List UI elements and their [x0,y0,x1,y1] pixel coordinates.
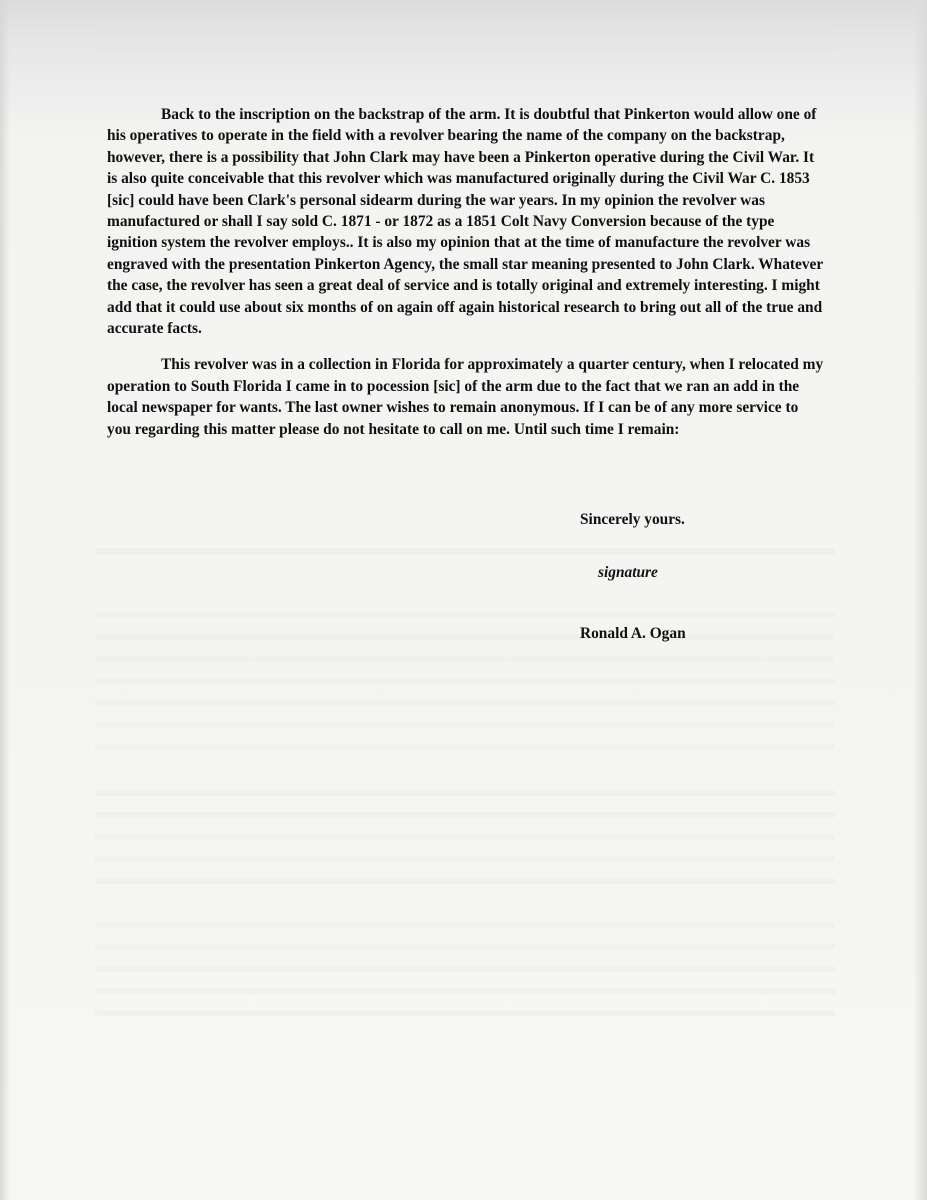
signer-name: Ronald A. Ogan [580,625,686,642]
bleed-through-line [95,790,835,796]
bleed-through-line [95,812,835,818]
bleed-through-line [95,988,835,994]
bleed-through-line [95,966,835,972]
bleed-through-line [95,24,835,30]
bleed-through-line [95,700,835,706]
letter-paragraph-2: This revolver was in a collection in Florida for approximately a quarter century, when I relocated my operation to South Florida I came in to pocession [sic] of the arm due to the fact that we ran an add in the local newspaper for wants. The last owner wishes to remain anonymous. If I can be of any more service to you regarding this matter please do not hesitate to call on me. Until such time I remain: [107,356,824,438]
bleed-through-line [95,612,835,618]
bleed-through-line [95,834,835,840]
bleed-through-line [95,922,835,928]
bleed-through-line [95,878,835,884]
bleed-through-line [95,944,835,950]
bleed-through-line [95,678,835,684]
bleed-through-line [95,1010,835,1016]
letter-paragraph-1: Back to the inscription on the backstrap of the arm. It is doubtful that Pinkerton would allow one of his operatives to operate in the field with a revolver bearing the name of the company on the backstrap, however, there is a possibility that John Clark may have been a Pinkerton operative during the Civil War. It is also quite conceivable that this revolver which was manufactured originally during the Civil War C. 1853 [sic] could have been Clark's personal sidearm during the war years. In my opinion the revolver was manufactured or shall I say sold C. 1871 - or 1872 as a 1851 Colt Navy Conversion because of the type ignition system the revolver employs.. It is also my opinion that at the time of manufacture the revolver was engraved with the presentation Pinkerton Agency, the small star meaning presented to John Clark. Whatever the case, the revolver has seen a great deal of service and is totally original and extremely interesting. I might add that it could use about six months of on again off again historical research to bring out all of the true and accurate facts. [107,106,823,338]
scan-edge-left [0,0,10,1200]
bleed-through-line [95,744,835,750]
bleed-through-line [95,856,835,862]
bleed-through-line [95,634,835,640]
letter-body [107,104,825,455]
bleed-through-line [95,46,835,52]
bleed-through-line [95,656,835,662]
signature-placeholder: signature [598,564,658,581]
bleed-through-line [95,722,835,728]
letter-closing: Sincerely yours. [580,511,685,528]
scan-edge-right [913,0,927,1200]
bleed-through-line [95,548,835,554]
